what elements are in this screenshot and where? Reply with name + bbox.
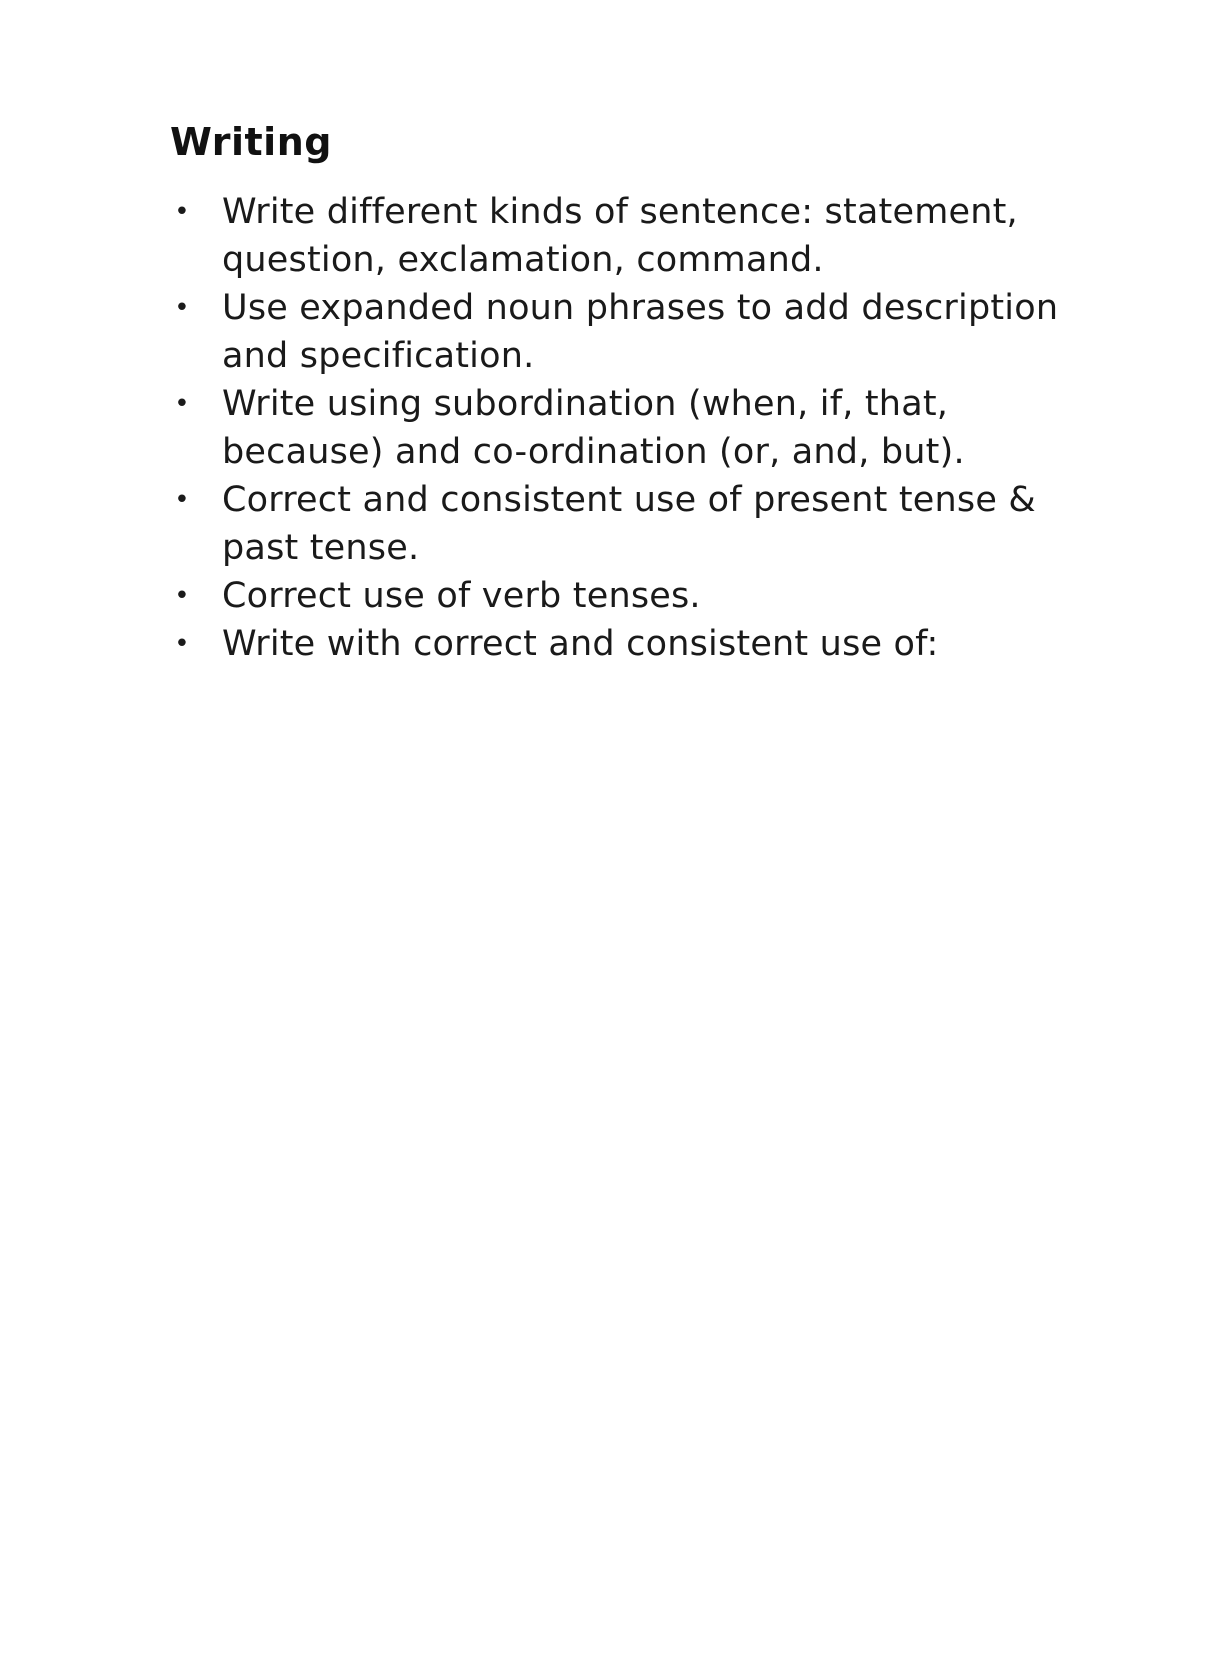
bullet-icon: • <box>174 485 190 515</box>
bullet-icon: • <box>174 389 190 419</box>
list-item <box>170 476 1100 572</box>
list-item <box>170 380 1100 476</box>
list-item <box>170 188 1100 284</box>
list-item-text: Correct and consistent use of present tense & past tense. <box>222 480 1036 568</box>
bullet-icon: • <box>174 629 190 659</box>
bullet-icon: • <box>174 197 190 227</box>
list-item <box>170 620 1100 668</box>
writing-objectives-list <box>170 188 1100 668</box>
list-item-text: Write using subordination (when, if, that, because) and co-ordination (or, and, but). <box>222 384 965 472</box>
list-item-text: Use expanded noun phrases to add description and specification. <box>222 288 1059 376</box>
bullet-icon: • <box>174 293 190 323</box>
bullet-icon: • <box>174 581 190 611</box>
page-heading: Writing <box>170 120 332 164</box>
list-item-text: Correct use of verb tenses. <box>222 576 701 616</box>
list-item <box>170 284 1100 380</box>
list-item-text: Write different kinds of sentence: statement, question, exclamation, command. <box>222 192 1018 280</box>
list-item <box>170 572 1100 620</box>
list-item-text: Write with correct and consistent use of: <box>222 624 939 664</box>
